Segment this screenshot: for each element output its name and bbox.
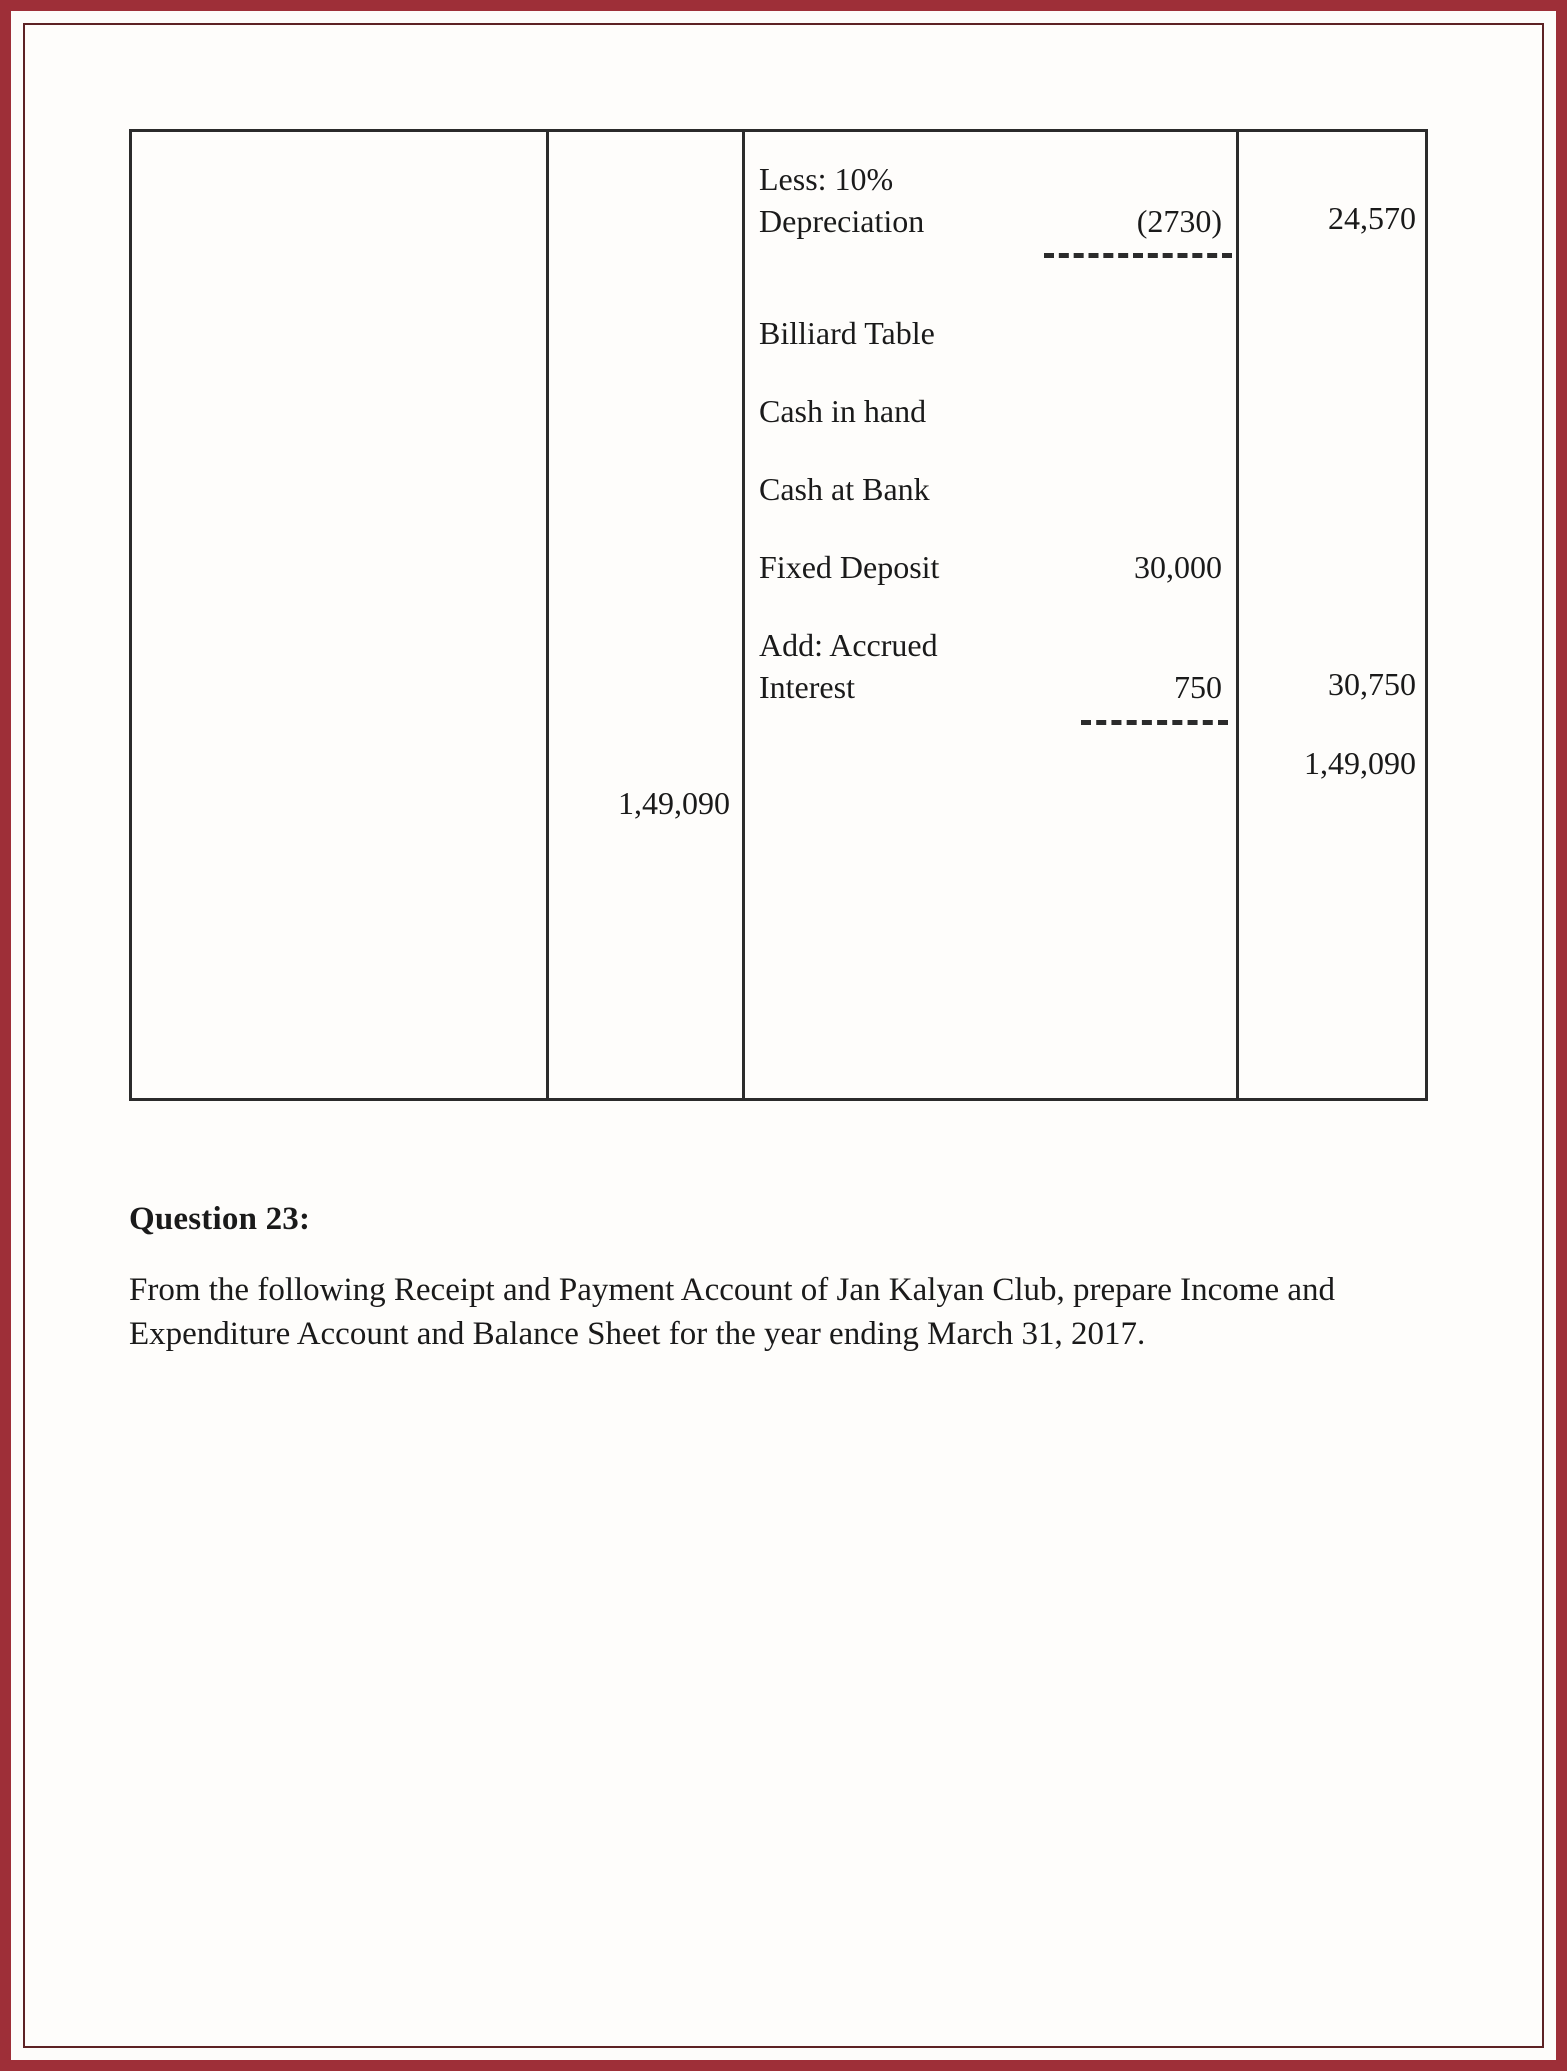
table-row: [759, 158, 1230, 242]
entry-label-line1: Cash in hand: [759, 393, 927, 429]
entry-sub-amount: 750: [1174, 669, 1222, 705]
table-column-assets: [745, 132, 1236, 1098]
entry-sub-amount: 30,000: [1134, 549, 1222, 585]
question-heading: Question 23:: [129, 1201, 311, 1237]
table-column-assets-amount: [1239, 132, 1428, 1098]
grand-total-left: 1,49,090: [618, 785, 730, 821]
balance-sheet-table: [129, 129, 1428, 1101]
table-row: [759, 546, 1230, 588]
entry-sub-amount: (2730): [1136, 203, 1222, 239]
entry-label-line1: Add: Accrued: [759, 627, 938, 663]
entry-label-line1: Billiard Table: [759, 315, 935, 351]
question-block: [129, 1201, 1429, 1356]
subtotal-dashed-rule-depreciation: [1044, 253, 1232, 258]
entry-label-line1: Fixed Deposit: [759, 549, 940, 585]
subtotal-dashed-rule-fixed-deposit: [1081, 720, 1228, 725]
row-total-fixed-deposit: 30,750: [1328, 666, 1416, 702]
table-column-liabilities: [132, 132, 546, 1098]
entry-label-line2: Depreciation: [759, 203, 925, 239]
table-row: [759, 390, 1230, 432]
grand-total-right: 1,49,090: [1304, 745, 1416, 781]
entry-label-line1: Less: 10%: [759, 161, 894, 197]
row-total-depreciation: 24,570: [1328, 200, 1416, 236]
table-row: [759, 312, 1230, 354]
table-row: [759, 468, 1230, 510]
table-row: [759, 624, 1230, 708]
entry-label-line2: Interest: [759, 669, 855, 705]
entry-label-line1: Cash at Bank: [759, 471, 930, 507]
question-body-text: From the following Receipt and Payment Account of Jan Kalyan Club, prepare Income and Expenditure Account and Balance Sheet for the year ending March 31, 2017.: [129, 1272, 1336, 1352]
table-column-liabilities-amount: [549, 132, 742, 1098]
